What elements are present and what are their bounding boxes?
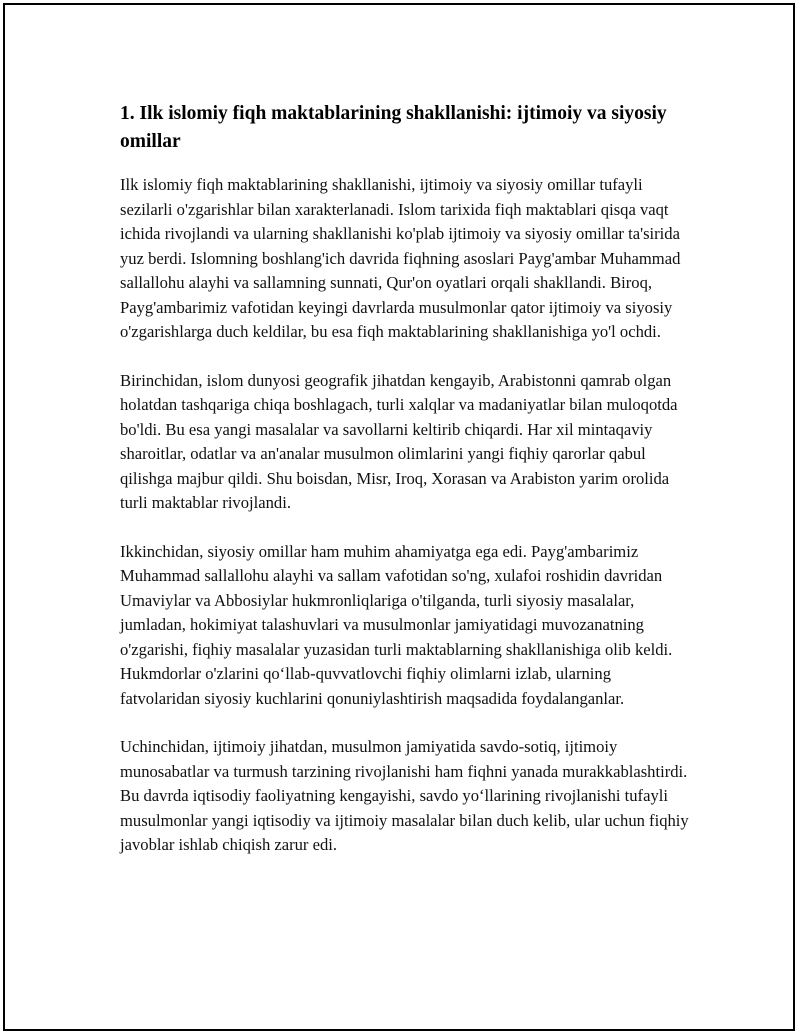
paragraph-2: Birinchidan, islom dunyosi geografik jihatdan kengayib, Arabistonni qamrab olgan holatdan tashqariga chiqa boshlagach, turli xalqlar va madaniyatlar bilan muloqotda bo'ldi. Bu esa yangi masalalar va savollarni keltirib chiqardi. Har xil mintaqaviy sharoitlar, odatlar va an'analar musulmon olimlarini yangi fiqhiy qarorlar qabul qilishga majbur qildi. Shu boisdan, Misr, Iroq, Xorasan va Arabiston yarim orolida turli maktablar rivojlandi. <box>120 370 678 512</box>
paragraph-4: Uchinchidan, ijtimoiy jihatdan, musulmon jamiyatida savdo-sotiq, ijtimoiy munosabatlar va turmush tarzining rivojlanishi ham fiqhni yanada murakkablashtirdi. Bu davrda iqtisodiy faoliyatning kengayishi, savdo yo‘llarining rivojlanishi tufayli musulmonlar yangi iqtisodiy va ijtimoiy masalalar bilan duch kelib, ular uchun fiqhiy javoblar ishlab chiqish zarur edi. <box>120 737 689 854</box>
document-body <box>120 100 695 882</box>
paragraph-3: Ikkinchidan, siyosiy omillar ham muhim ahamiyatga ega edi. Payg'ambarimiz Muhammad sallallohu alayhi va sallam vafotidan so'ng, xulafoi roshidin davridan Umaviylar va Abbosiylar hukmronliqlariga o'tilganda, turli siyosiy masalalar, jumladan, hokimiyat talashuvlari va musulmonlar jamiyatidagi muvozanatning o'zgarishi, fiqhiy masalalar yuzasidan turli maktablarning shakllanishiga olib keldi. Hukmdorlar o'zlarini qo‘llab-quvvatlovchi fiqhiy olimlarni izlab, ularning fatvolaridan siyosiy kuchlarini qonuniylashtirish maqsadida foydalanganlar. <box>120 541 673 708</box>
section-title: 1. Ilk islomiy fiqh maktablarining shakllanishi: ijtimoiy va siyosiy omillar <box>120 103 667 152</box>
paragraph-1: Ilk islomiy fiqh maktablarining shakllanishi, ijtimoiy va siyosiy omillar tufayli sezilarli o'zgarishlar bilan xarakterlanadi. Islom tarixida fiqh maktablari qisqa vaqt ichida rivojlandi va ularning shakllanishi ko'plab ijtimoiy va siyosiy omillar ta'sirida yuz berdi. Islomning boshlang'ich davrida fiqhning asoslari Payg'ambar Muhammad sallallohu alayhi va sallamning sunnati, Qur'on oyatlari orqali shakllandi. Biroq, Payg'ambarimiz vafotidan keyingi davrlarda musulmonlar qator ijtimoiy va siyosiy o'zgarishlarga duch keldilar, bu esa fiqh maktablarining shakllanishiga yo'l ochdi. <box>120 175 681 341</box>
page-frame <box>3 3 795 1031</box>
